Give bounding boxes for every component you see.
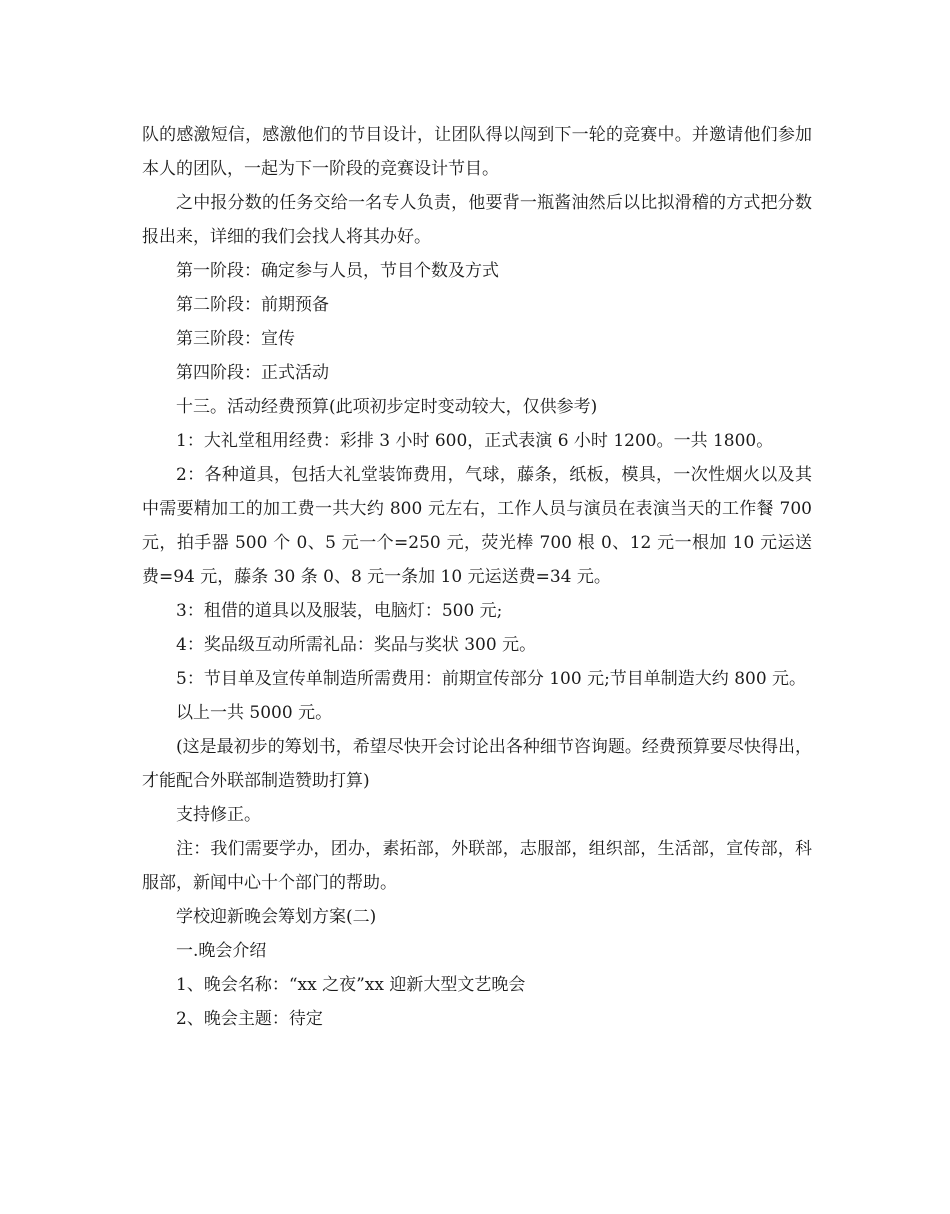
list-item: 2、晚会主题：待定 [176, 1009, 323, 1029]
budget-item: 5：节目单及宣传单制造所需费用：前期宣传部分 100 元;节目单制造大约 800 元。 [176, 669, 807, 689]
section-heading: 学校迎新晚会筹划方案(二) [176, 907, 377, 927]
stage-item: 第二阶段：前期预备 [176, 295, 329, 315]
stage-item: 第四阶段：正式活动 [176, 363, 329, 383]
budget-item: 2：各种道具，包括大礼堂装饰费用，气球，藤条，纸板，模具，一次性烟火以及其中需要精加工的加工费一共大约 800 元左右，工作人员与演员在表演当天的工作餐 700 元，拍手器 500 个 0、5 元一个=250 元，荧光棒 700 根 0、12 元一根加 10 元运送费=94 元，藤条 30 条 0、8 元一条加 10 元运送费=34 元。 [142, 465, 812, 587]
list-item: 1、晚会名称：“xx 之夜”xx 迎新大型文艺晚会 [176, 975, 526, 995]
note-paragraph: 注：我们需要学办，团办，素拓部，外联部，志服部，组织部，生活部，宣传部，科服部，新闻中心十个部门的帮助。 [142, 839, 812, 893]
budget-total: 以上一共 5000 元。 [176, 703, 333, 723]
paragraph: 之中报分数的任务交给一名专人负责，他要背一瓶酱油然后以比拟滑稽的方式把分数报出来，详细的我们会找人将其办好。 [142, 193, 812, 247]
stage-item: 第一阶段：确定参与人员，节目个数及方式 [176, 261, 499, 281]
budget-item: 1：大礼堂租用经费：彩排 3 小时 600，正式表演 6 小时 1200。一共 1800。 [176, 431, 774, 451]
section-heading: 十三。活动经费预算(此项初步定时变动较大，仅供参考) [176, 397, 598, 417]
section-heading: 一.晚会介绍 [176, 941, 267, 961]
document-body [142, 118, 812, 1036]
budget-item: 3：租借的道具以及服装，电脑灯：500 元; [176, 601, 503, 621]
paragraph: 支持修正。 [176, 805, 261, 825]
stage-item: 第三阶段：宣传 [176, 329, 295, 349]
paragraph: 队的感激短信，感激他们的节目设计，让团队得以闯到下一轮的竞赛中。并邀请他们参加本人的团队，一起为下一阶段的竞赛设计节目。 [142, 125, 812, 179]
budget-item: 4：奖品级互动所需礼品：奖品与奖状 300 元。 [176, 635, 537, 655]
paragraph: (这是最初步的筹划书，希望尽快开会讨论出各种细节咨询题。经费预算要尽快得出，才能配合外联部制造赞助打算) [142, 737, 812, 791]
